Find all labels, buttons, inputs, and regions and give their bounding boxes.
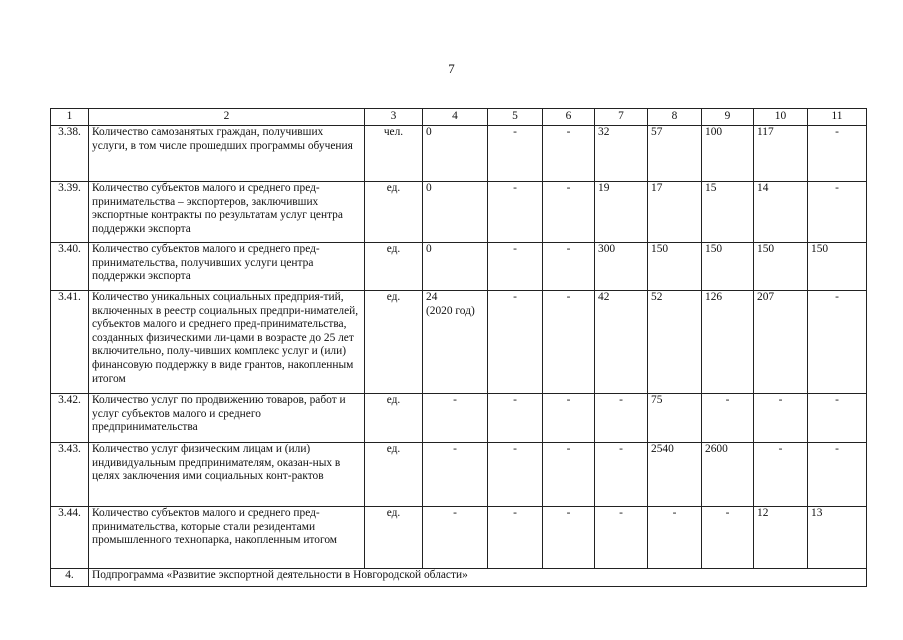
header-col-1: 1: [51, 109, 89, 126]
subprogram-title: Подпрограмма «Развитие экспортной деятельности в Новгородской области»: [89, 569, 867, 587]
value-col-6: -: [543, 243, 595, 291]
value-col-4: 24 (2020 год): [423, 291, 488, 394]
value-col-6: -: [543, 394, 595, 443]
value-col-8: 2540: [648, 443, 702, 507]
value-col-7: -: [595, 443, 648, 507]
row-number: 3.40.: [51, 243, 89, 291]
value-col-7: -: [595, 507, 648, 569]
value-col-9: 15: [702, 182, 754, 243]
row-number: 3.42.: [51, 394, 89, 443]
table-row: [51, 182, 867, 243]
unit: ед.: [365, 443, 423, 507]
row-number: 3.38.: [51, 126, 89, 182]
header-col-7: 7: [595, 109, 648, 126]
unit: ед.: [365, 291, 423, 394]
value-col-4: -: [423, 443, 488, 507]
value-col-10: -: [754, 394, 808, 443]
value-col-7: 300: [595, 243, 648, 291]
value-col-10: 14: [754, 182, 808, 243]
table-row: [51, 291, 867, 394]
value-col-9: 100: [702, 126, 754, 182]
value-col-9: 150: [702, 243, 754, 291]
unit: ед.: [365, 243, 423, 291]
value-col-7: 19: [595, 182, 648, 243]
header-col-10: 10: [754, 109, 808, 126]
table-row: [51, 243, 867, 291]
value-col-9: -: [702, 394, 754, 443]
value-col-7: -: [595, 394, 648, 443]
value-col-7: 42: [595, 291, 648, 394]
value-col-10: 207: [754, 291, 808, 394]
value-col-4: 0: [423, 182, 488, 243]
value-col-8: -: [648, 507, 702, 569]
value-col-5: -: [488, 182, 543, 243]
value-col-5: -: [488, 443, 543, 507]
value-col-6: -: [543, 182, 595, 243]
header-col-8: 8: [648, 109, 702, 126]
table-row: [51, 443, 867, 507]
page-number: 7: [448, 61, 455, 76]
value-col-10: 117: [754, 126, 808, 182]
value-col-8: 150: [648, 243, 702, 291]
header-col-11: 11: [808, 109, 867, 126]
value-col-8: 17: [648, 182, 702, 243]
value-col-5: -: [488, 394, 543, 443]
indicator-name: Количество услуг по продвижению товаров, работ и услуг субъектов малого и среднего предпринимательства: [89, 394, 365, 443]
value-col-8: 75: [648, 394, 702, 443]
value-col-11: -: [808, 394, 867, 443]
value-col-11: 150: [808, 243, 867, 291]
value-col-9: -: [702, 507, 754, 569]
value-col-4: -: [423, 394, 488, 443]
value-col-9: 2600: [702, 443, 754, 507]
header-col-4: 4: [423, 109, 488, 126]
unit: ед.: [365, 394, 423, 443]
value-col-11: -: [808, 291, 867, 394]
header-col-5: 5: [488, 109, 543, 126]
value-col-5: -: [488, 126, 543, 182]
value-col-11: 13: [808, 507, 867, 569]
value-col-11: -: [808, 182, 867, 243]
value-col-8: 52: [648, 291, 702, 394]
unit: ед.: [365, 182, 423, 243]
value-col-4: 0: [423, 243, 488, 291]
unit: ед.: [365, 507, 423, 569]
value-col-6: -: [543, 291, 595, 394]
value-col-5: -: [488, 291, 543, 394]
value-col-10: 12: [754, 507, 808, 569]
value-col-7: 32: [595, 126, 648, 182]
value-col-11: -: [808, 443, 867, 507]
table-row: [51, 394, 867, 443]
row-number: 3.39.: [51, 182, 89, 243]
value-col-5: -: [488, 507, 543, 569]
indicator-name: Количество уникальных социальных предприя-тий, включенных в реестр социальных предпри-нимателей, субъектов малого и среднего пред-принимательства, созданных физическими ли-цами в возрасте до 25 лет включительно, полу-чивших комплекс услуг и (или) финансовую поддержку в виде грантов, накопленным итогом: [89, 291, 365, 394]
unit: чел.: [365, 126, 423, 182]
value-col-11: -: [808, 126, 867, 182]
table-row: [51, 507, 867, 569]
indicator-name: Количество самозанятых граждан, получивших услуги, в том числе прошедших программы обучения: [89, 126, 365, 182]
value-col-10: -: [754, 443, 808, 507]
subprogram-number: 4.: [51, 569, 89, 587]
indicator-name: Количество субъектов малого и среднего пред-принимательства, получивших услуги центра поддержки экспорта: [89, 243, 365, 291]
value-col-4: -: [423, 507, 488, 569]
header-col-3: 3: [365, 109, 423, 126]
subprogram-row: [51, 569, 867, 587]
value-col-6: -: [543, 507, 595, 569]
header-col-9: 9: [702, 109, 754, 126]
value-col-8: 57: [648, 126, 702, 182]
table-row: [51, 126, 867, 182]
row-number: 3.43.: [51, 443, 89, 507]
indicator-name: Количество услуг физическим лицам и (или) индивидуальным предпринимателям, оказан-ных в целях заключения ими социальных конт-рактов: [89, 443, 365, 507]
table-header-row: [51, 109, 867, 126]
header-col-6: 6: [543, 109, 595, 126]
value-col-6: -: [543, 443, 595, 507]
value-col-6: -: [543, 126, 595, 182]
value-col-5: -: [488, 243, 543, 291]
header-col-2: 2: [89, 109, 365, 126]
row-number: 3.44.: [51, 507, 89, 569]
row-number: 3.41.: [51, 291, 89, 394]
value-col-9: 126: [702, 291, 754, 394]
indicator-name: Количество субъектов малого и среднего пред-принимательства, которые стали резидентами промышленного технопарка, накопленным итогом: [89, 507, 365, 569]
indicator-name: Количество субъектов малого и среднего пред-принимательства – экспортеров, заключивших экспортные контракты по результатам услуг центра поддержки экспорта: [89, 182, 365, 243]
indicators-table: [50, 108, 867, 587]
value-col-4: 0: [423, 126, 488, 182]
value-col-10: 150: [754, 243, 808, 291]
